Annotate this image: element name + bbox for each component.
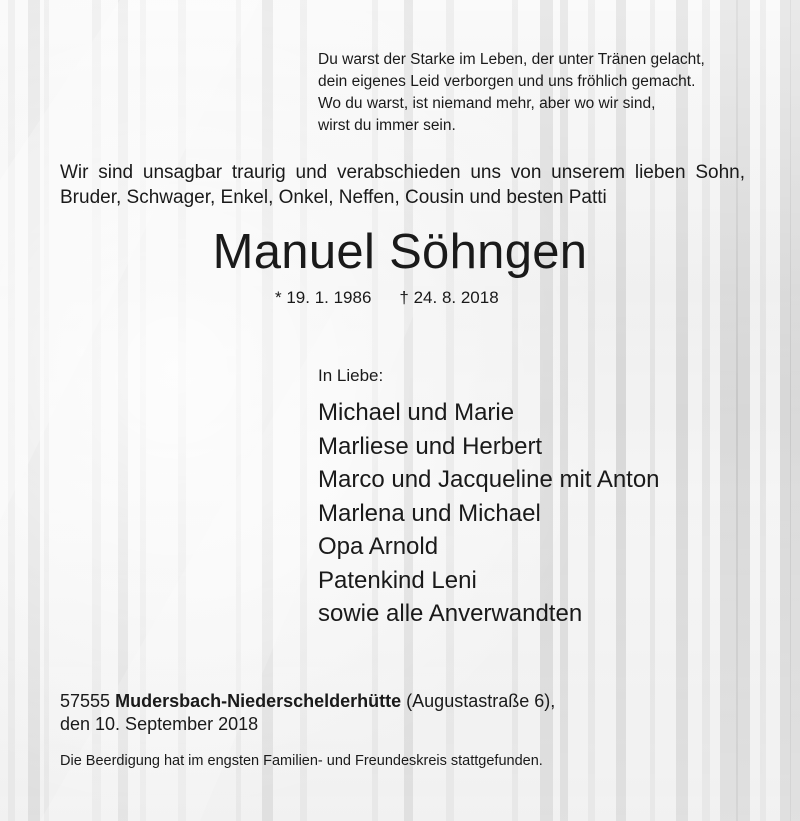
family-address — [60, 690, 555, 736]
postcode: 57555 — [60, 691, 111, 711]
mourners-list — [318, 396, 660, 631]
in-love-label: In Liebe: — [318, 366, 384, 385]
mourner-entry: sowie alle Anverwandten — [318, 600, 583, 627]
mourner-entry: Marliese und Herbert — [318, 432, 543, 460]
life-dates — [275, 287, 499, 309]
mourner-entry: Marco und Jacqueline mit Anton — [318, 466, 660, 493]
poem-line: dein eigenes Leid verborgen und uns fröhlich gemacht. — [318, 73, 696, 90]
funeral-note: Die Beerdigung hat im engsten Familien- und Freundeskreis stattgefunden. — [60, 753, 543, 769]
poem-line: Du warst der Starke im Leben, der unter Tränen gelacht, — [318, 51, 705, 68]
poem-line: Wo du warst, ist niemand mehr, aber wo wir sind, — [318, 95, 656, 112]
date-line: den 10. September 2018 — [60, 714, 259, 734]
place-name: Mudersbach-Niederschelderhütte — [115, 691, 402, 711]
mourner-entry: Opa Arnold — [318, 533, 439, 560]
deceased-name: Manuel Söhngen — [212, 225, 588, 279]
death-date: † 24. 8. 2018 — [399, 288, 499, 307]
farewell-line: Bruder, Schwager, Enkel, Onkel, Neffen, Cousin und besten Patti — [60, 187, 607, 208]
farewell-text — [60, 160, 745, 210]
mourner-entry: Marlena und Michael — [318, 499, 541, 527]
farewell-line: Wir sind unsagbar traurig und verabschieden uns von unserem lieben Sohn, — [60, 162, 745, 183]
memorial-poem — [318, 49, 705, 137]
address-line — [60, 690, 555, 713]
poem-line: wirst du immer sein. — [318, 117, 456, 134]
mourner-entry: Michael und Marie — [318, 399, 515, 426]
mourner-entry: Patenkind Leni — [318, 566, 477, 594]
street: (Augustastraße 6), — [406, 691, 556, 711]
birth-date: * 19. 1. 1986 — [275, 288, 372, 307]
